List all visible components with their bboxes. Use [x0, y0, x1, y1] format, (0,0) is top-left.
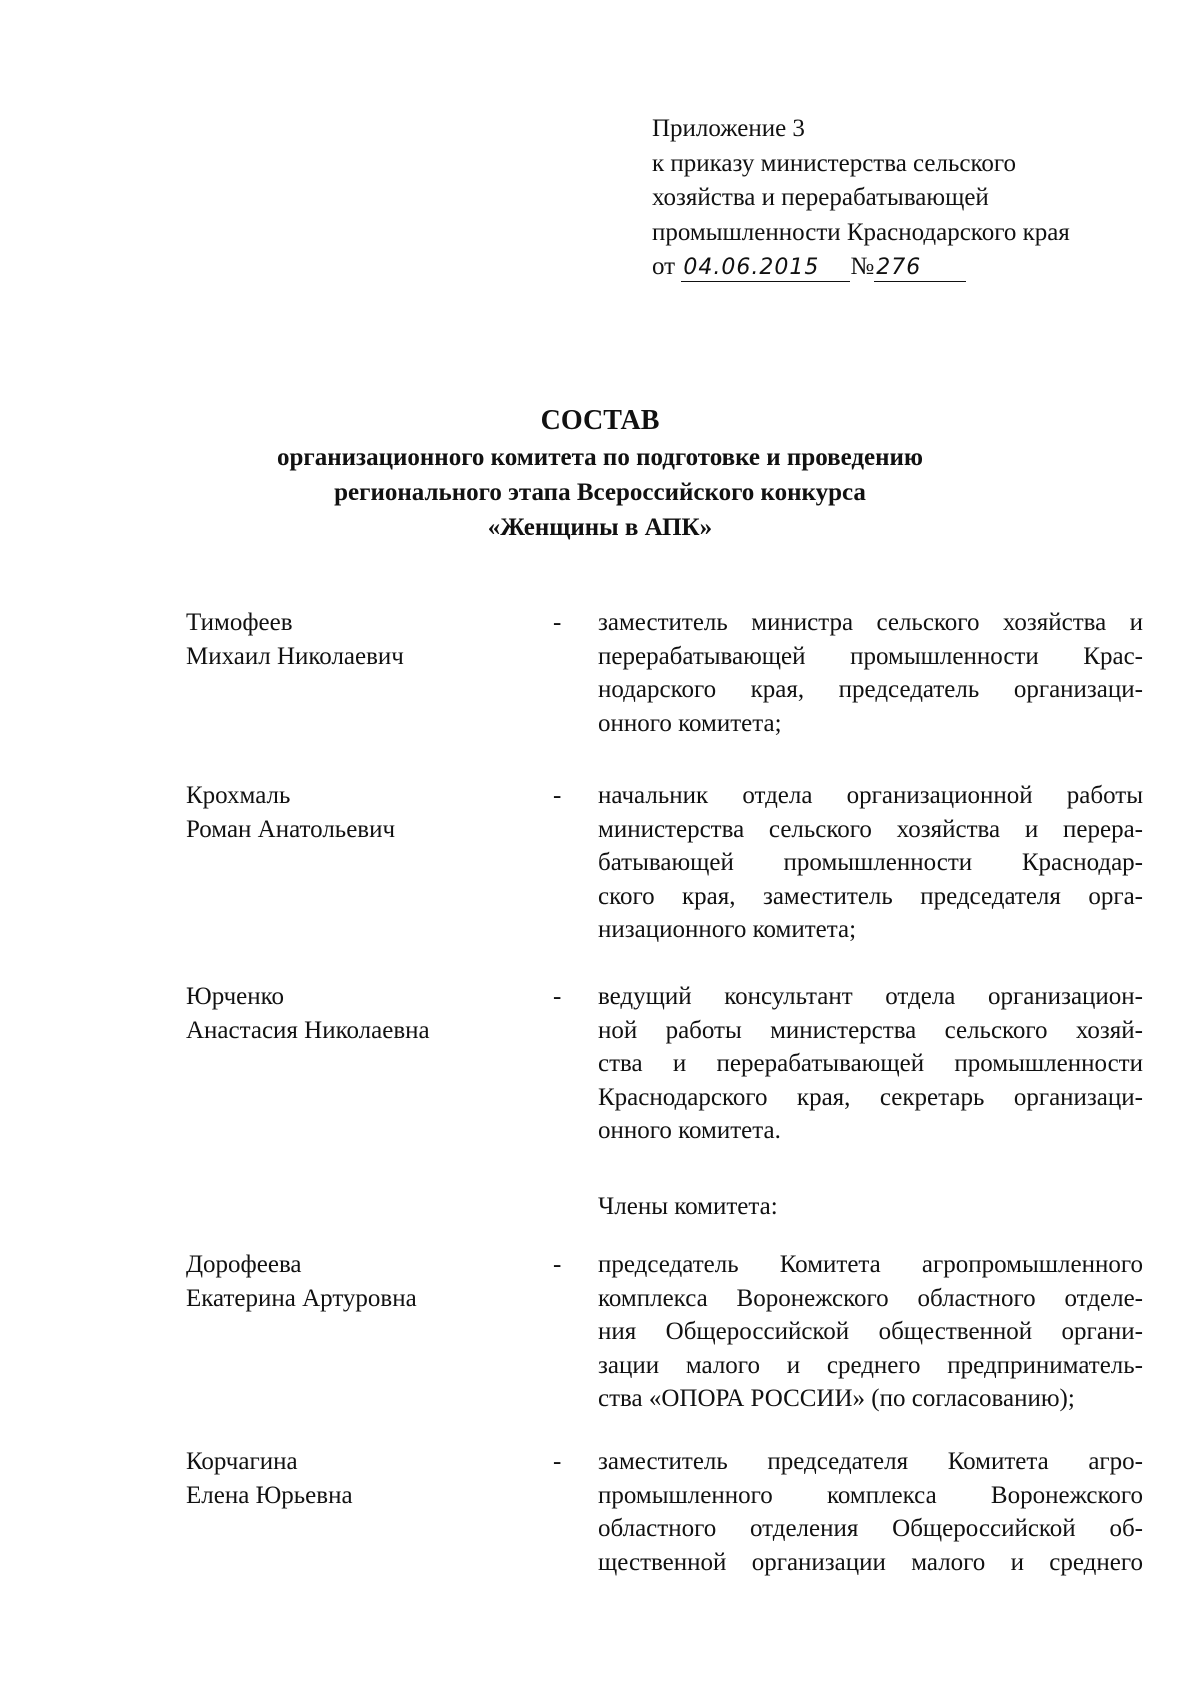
position-line: ства «ОПОРА РОССИИ» (по согласованию); — [598, 1385, 1075, 1412]
member-given-names: Михаил Николаевич — [186, 642, 404, 670]
dash-separator: - — [553, 1448, 562, 1475]
member-given-names: Анастасия Николаевна — [186, 1016, 430, 1044]
member-name — [186, 980, 526, 1047]
position-line: комплекса Воронежского областного отделе- — [598, 1284, 1143, 1312]
member-position — [598, 779, 1143, 947]
title-line: организационного комитета по подготовке и проведению — [276, 444, 924, 471]
title-line: регионального этапа Всероссийского конкурса — [334, 479, 866, 506]
member-name — [186, 779, 526, 846]
member-position — [598, 980, 1143, 1148]
dash-separator: - — [553, 609, 562, 636]
position-line: зации малого и среднего предприниматель- — [598, 1351, 1143, 1379]
member-position — [598, 1445, 1143, 1579]
annex-line: хозяйства и перерабатывающей — [652, 184, 989, 211]
member-position — [598, 606, 1143, 740]
position-line: ства и перерабатывающей промышленности — [598, 1050, 1143, 1077]
member-given-names: Роман Анатольевич — [186, 815, 396, 843]
position-line: щественной организации малого и среднего — [598, 1548, 1143, 1576]
document-title — [0, 402, 1200, 545]
number-label: № — [850, 253, 875, 280]
member-surname: Корчагина — [186, 1448, 298, 1475]
dash-separator: - — [553, 782, 562, 809]
position-line: онного комитета. — [598, 1117, 781, 1144]
position-line: министерства сельского хозяйства и перера- — [598, 815, 1143, 843]
position-line: батывающей промышленности Краснодар- — [598, 849, 1143, 876]
annex-line: к приказу министерства сельского — [652, 149, 1017, 177]
handwritten-number: 276 — [874, 255, 966, 282]
position-line: перерабатывающей промышленности Крас- — [598, 642, 1143, 670]
position-line: ведущий консультант отдела организацион- — [598, 983, 1143, 1010]
annex-title: Приложение 3 — [652, 115, 805, 142]
member-name — [186, 606, 526, 673]
member-surname: Тимофеев — [186, 609, 293, 636]
position-line: онного комитета; — [598, 709, 782, 737]
position-line: заместитель министра сельского хозяйства и — [598, 609, 1143, 636]
position-line: областного отделения Общероссийской об- — [598, 1515, 1143, 1542]
position-line: нодарского края, председатель организаци- — [598, 676, 1143, 703]
position-line: Краснодарского края, секретарь организаци- — [598, 1083, 1143, 1111]
title-main: СОСТАВ — [540, 405, 660, 436]
member-position — [598, 1248, 1143, 1416]
position-line: промышленного комплекса Воронежского — [598, 1481, 1143, 1509]
position-line: ния Общероссийской общественной органи- — [598, 1318, 1143, 1345]
from-label: от — [652, 253, 676, 280]
annex-line: промышленности Краснодарского края — [652, 218, 1070, 246]
member-surname: Крохмаль — [186, 782, 291, 809]
position-line: начальник отдела организационной работы — [598, 782, 1143, 809]
member-name — [186, 1248, 526, 1315]
members-subheading: Члены комитета: — [598, 1193, 778, 1220]
annex-block — [652, 112, 1172, 285]
dash-separator: - — [553, 983, 562, 1010]
position-line: ной работы министерства сельского хозяй- — [598, 1016, 1143, 1044]
dash-separator: - — [553, 1251, 562, 1278]
position-line: низационного комитета; — [598, 916, 857, 943]
position-line: председатель Комитета агропромышленного — [598, 1251, 1143, 1278]
member-given-names: Елена Юрьевна — [186, 1481, 353, 1509]
handwritten-date: 04.06.2015 — [681, 255, 850, 282]
member-surname: Юрченко — [186, 983, 284, 1010]
position-line: заместитель председателя Комитета агро- — [598, 1448, 1143, 1475]
annex-date-line — [652, 250, 1172, 285]
title-line: «Женщины в АПК» — [487, 514, 713, 541]
position-line: ского края, заместитель председателя орга- — [598, 882, 1143, 910]
member-name — [186, 1445, 526, 1512]
member-given-names: Екатерина Артуровна — [186, 1284, 417, 1312]
member-surname: Дорофеева — [186, 1251, 302, 1278]
